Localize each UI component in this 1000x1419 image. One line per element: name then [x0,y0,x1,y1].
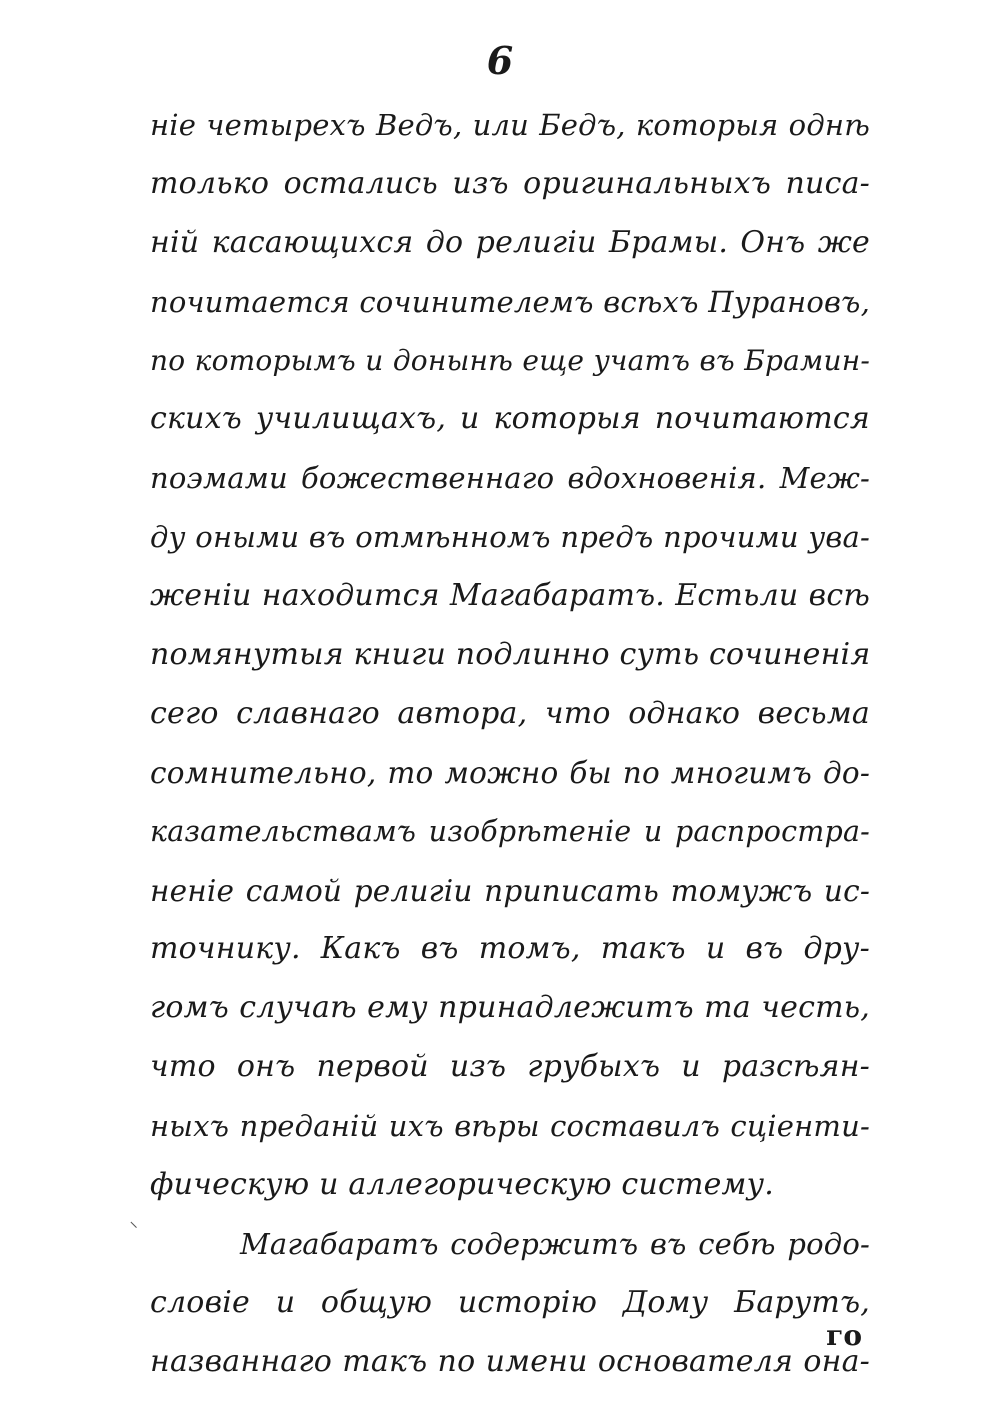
text-line: скихъ училищахъ, и которыя почитаются [150,401,870,437]
stray-ink-mark [130,1216,142,1228]
text-line: неніе самой религіи приписать томужъ ис- [150,873,870,908]
text-line: точнику. Какъ въ томъ, такъ и въ дру- [150,931,870,967]
text-line: помянутыя книги подлинно суть сочиненія [150,637,871,673]
text-line: женіи находится Магабаратъ. Естьли всѣ [150,578,870,614]
text-line: что онъ первой изъ грубыхъ и разсѣян- [150,1049,870,1085]
text-line: ніе четырехъ Ведъ, или Бедъ, которыя однѣ [150,108,870,142]
text-line: сего славнаго автора, что однако весьма [150,695,870,731]
text-line: гомъ случаѣ ему принадлежитъ та честь, [150,990,870,1026]
text-line: сомнительно, то можно бы по многимъ до- [150,755,870,790]
text-line: по которымъ и донынѣ еще учатъ въ Брамин- [150,343,870,377]
body-text [150,96,870,1392]
text-line: ныхъ преданій ихъ вѣры составилъ сціенти- [150,1109,870,1144]
text-line: ду оными въ отмѣнномъ предъ прочими ува- [150,520,870,555]
paragraph-end-line: фическую и аллегорическую систему. [150,1167,774,1203]
page-number: 6 [486,38,514,83]
text-line: ній касающихся до религіи Брамы. Онъ же [150,224,870,260]
paragraph-start-line: Магабаратъ содержитъ въ себѣ родо- [240,1226,870,1261]
text-line: только остались изъ оригинальныхъ писа- [150,165,870,201]
text-line: почитается сочинителемъ всѣхъ Пурановъ, [150,284,870,319]
text-line: поэмами божественнаго вдохновенія. Меж- [150,461,870,496]
text-line: казательствамъ изобрѣтеніе и распростра- [150,814,870,848]
text-line: словіе и общую исторію Дому Барутъ, [150,1284,870,1320]
text-line: названнаго такъ по имени основателя она- [150,1343,870,1379]
catchword: го [826,1319,862,1352]
